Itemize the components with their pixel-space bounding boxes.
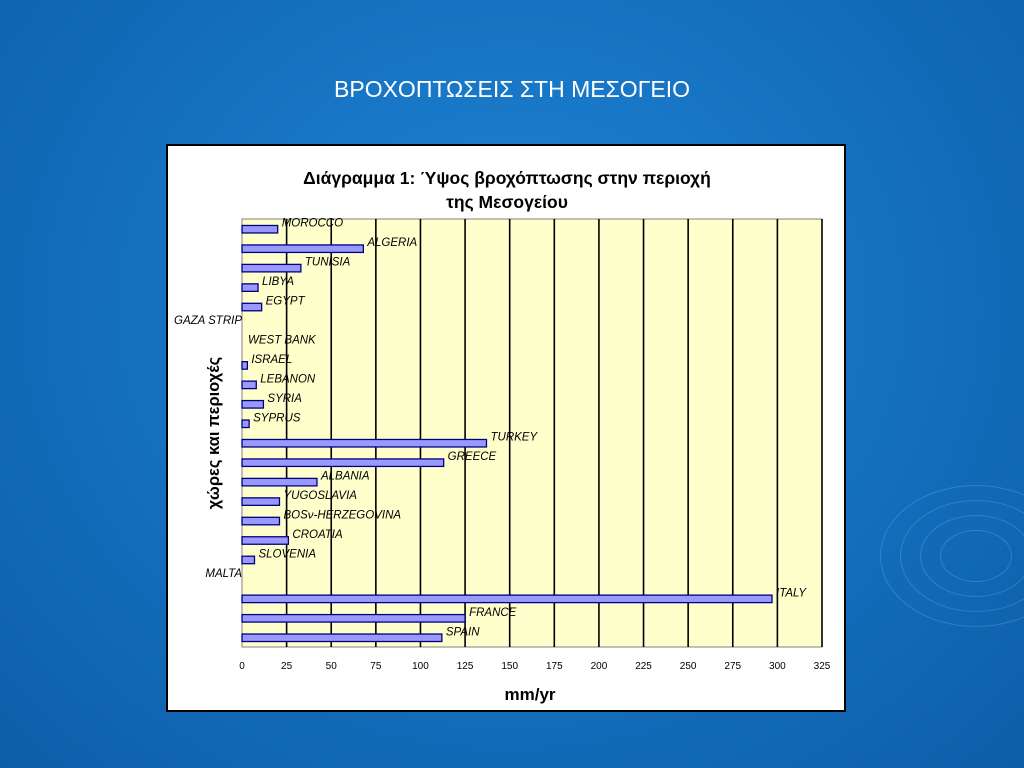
bar-label: TUNISIA [304,256,351,269]
bar-label: MALTA [205,567,242,580]
x-tick-label: 175 [545,661,563,672]
x-tick-label: 75 [370,661,382,672]
x-tick-label: 125 [456,661,474,672]
bar [242,401,263,409]
bar-label: SPAIN [445,626,480,639]
bar-label: GAZA STRIP [174,315,242,327]
chart-title-line-1: Διάγραμμα 1: Ύψος βροχόπτωσης στην περιοχή [303,168,711,188]
bar [242,459,444,467]
bar-label: BOSν-HERZEGOVINA [283,509,402,522]
x-tick-label: 50 [325,661,337,672]
x-tick-label: 325 [813,661,831,672]
bar [242,595,772,603]
bar [242,264,301,272]
bar-label: LIBYA [262,276,295,289]
bar-label: SYPRUS [253,412,301,425]
chart-frame [166,144,846,712]
x-tick-labels [239,661,831,672]
chart-title-line-2: της Μεσογείου [446,192,568,212]
x-tick-label: 200 [590,661,608,672]
slide-title: ΒΡΟΧΟΠΤΩΣΕΙΣ ΣΤΗ ΜΕΣΟΓΕΙΟ [334,76,690,102]
bar [242,381,256,389]
bar-label: WEST BANK [248,334,316,347]
bar-label: GREECE [447,451,497,464]
bar [242,634,442,642]
bar-label: EGYPT [265,295,305,308]
bar-label: SLOVENIA [258,548,317,561]
bar [242,420,249,428]
bar-label: FRANCE [469,606,517,619]
bar-label: ALBANIA [320,470,370,483]
bar-label: SYRIA [267,392,302,405]
bar [242,556,254,564]
x-tick-label: 275 [724,661,742,672]
x-tick-label: 100 [412,661,429,672]
x-tick-label: 25 [281,661,293,672]
bar-label: TURKEY [490,431,538,444]
bar [242,362,247,370]
x-tick-label: 150 [501,661,519,672]
bar [242,615,465,623]
bar [242,225,278,233]
bar-label: ALGERIA [367,237,418,250]
bar-label: LEBANON [260,373,316,386]
x-tick-label: 225 [635,661,652,672]
bar-label: YUGOSLAVIA [283,490,357,503]
x-tick-label: 250 [679,661,697,672]
bar [242,517,279,525]
x-tick-label: 300 [769,661,786,672]
bar-label: MOROCCO [281,217,344,230]
bar [242,284,258,292]
bar [242,303,262,311]
y-axis-label: χώρες και περιοχές [205,356,223,510]
bar [242,439,486,447]
bar-label: ISRAEL [251,353,293,366]
bar [242,498,279,506]
bar-label: ITALY [776,587,807,600]
rainfall-bar-chart [168,146,844,710]
bar [242,537,288,545]
bar [242,478,317,486]
x-tick-label: 0 [239,661,245,672]
x-axis-label: mm/yr [504,685,556,704]
bar [242,245,363,253]
bar-label: CROATIA [292,529,343,541]
